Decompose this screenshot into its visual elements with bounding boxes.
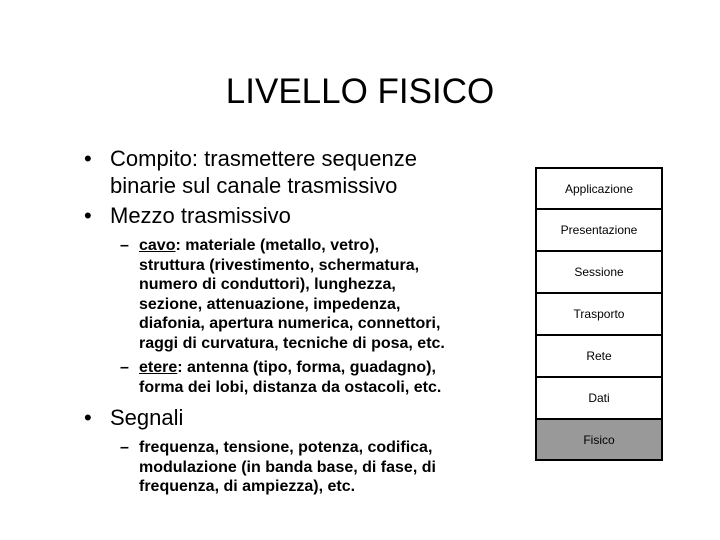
osi-layer-rete: Rete	[535, 335, 663, 377]
bullet-dot: •	[84, 146, 92, 171]
subbullet-segnali	[120, 438, 436, 497]
osi-layer-stack	[535, 167, 663, 461]
bullet-compito	[84, 145, 417, 199]
bullet-segnali	[84, 404, 184, 431]
slide-title: LIVELLO FISICO	[225, 72, 495, 111]
etere-line1: : antenna (tipo, forma, guadagno),	[177, 359, 436, 376]
dash-marker: –	[120, 237, 129, 254]
cavo-line6: raggi di curvatura, tecniche di posa, etc.	[139, 334, 445, 352]
dash-marker: –	[120, 439, 129, 456]
bullet-segnali-label: Segnali	[110, 405, 184, 430]
bullet-compito-line1: Compito: trasmettere sequenze	[110, 146, 417, 171]
segnali-line1: frequenza, tensione, potenza, codifica,	[139, 439, 433, 456]
term-cavo: cavo	[139, 237, 176, 254]
osi-layer-presentazione: Presentazione	[535, 209, 663, 251]
osi-layer-fisico: Fisico	[535, 419, 663, 461]
segnali-line2: modulazione (in banda base, di fase, di	[139, 458, 436, 476]
osi-layer-sessione: Sessione	[535, 251, 663, 293]
bullet-dot: •	[84, 203, 92, 228]
cavo-line5: diafonia, apertura numerica, connettori,	[139, 315, 441, 333]
etere-line2: forma dei lobi, distanza da ostacoli, etc.	[139, 378, 442, 396]
bullet-dot: •	[84, 405, 92, 430]
osi-layer-trasporto: Trasporto	[535, 293, 663, 335]
bullet-mezzo-label: Mezzo trasmissivo	[110, 203, 291, 228]
bullet-compito-line2: binarie sul canale trasmissivo	[110, 173, 398, 198]
osi-layer-dati: Dati	[535, 377, 663, 419]
cavo-line3: numero di conduttori), lunghezza,	[139, 276, 396, 294]
subbullet-etere	[120, 358, 442, 397]
osi-layer-applicazione: Applicazione	[535, 167, 663, 209]
bullet-mezzo	[84, 202, 291, 229]
cavo-line4: sezione, attenuazione, impedenza,	[139, 295, 401, 313]
cavo-line1: : materiale (metallo, vetro),	[175, 237, 380, 254]
cavo-line2: struttura (rivestimento, schermatura,	[139, 256, 420, 274]
segnali-line3: frequenza, di ampiezza), etc.	[139, 478, 356, 496]
subbullet-cavo	[120, 236, 445, 354]
dash-marker: –	[120, 359, 129, 376]
term-etere: etere	[139, 359, 178, 376]
